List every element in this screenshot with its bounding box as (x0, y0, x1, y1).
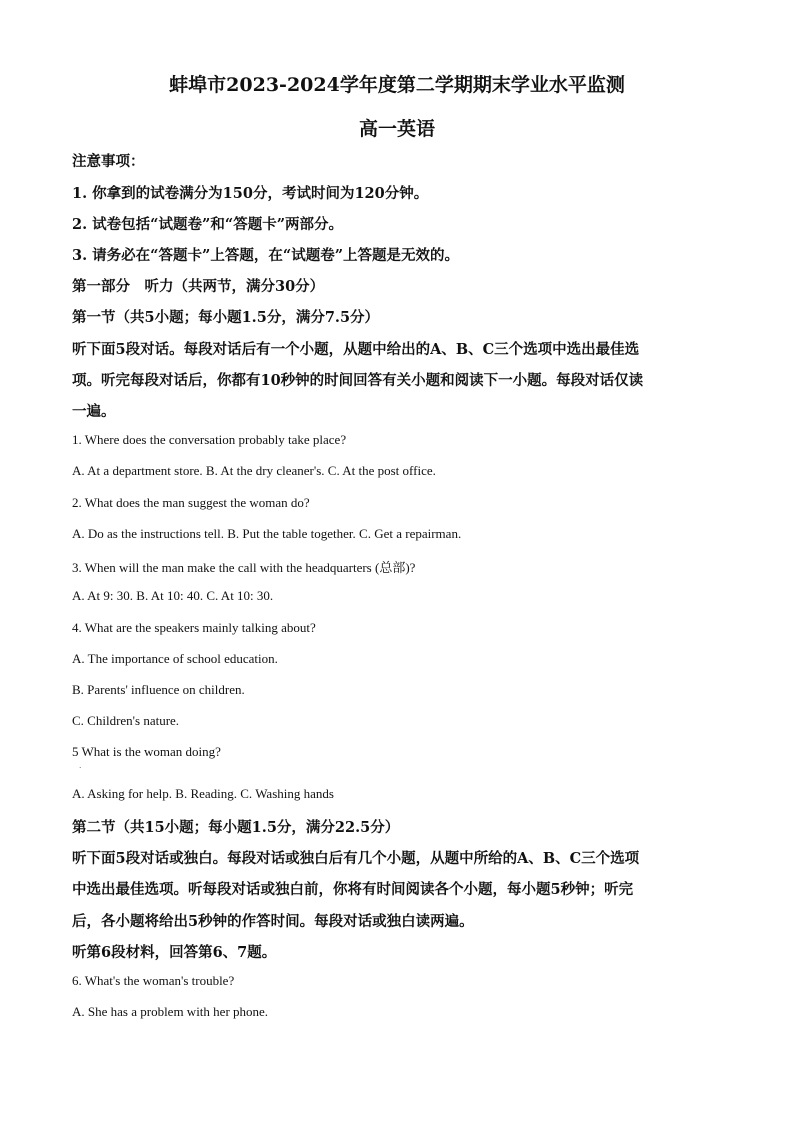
question-3-options: A. At 9: 30. B. At 10: 40. C. At 10: 30. (72, 588, 274, 603)
notes-item: 1. 你拿到的试卷满分为150分，考试时间为120分钟。 (72, 185, 429, 202)
section2-heading: 第二节（共15小题；每小题1.5分，满分22.5分） (72, 819, 400, 836)
section2-instruction: 听下面5段对话或独白。每段对话或独白后有几个小题，从题中所给的A、B、C三个选项 (72, 850, 640, 867)
section1-instruction: 听下面5段对话。每段对话后有一个小题，从题中给出的A、B、C三个选项中选出最佳选 (72, 341, 640, 358)
question-4-option-c: C. Children's nature. (72, 713, 180, 728)
section2-instruction: 中选出最佳选项。听每段对话或独白前，你将有时间阅读各个小题，每小题5秒钟；听完 (72, 881, 634, 898)
question-5-options: A. Asking for help. B. Reading. C. Washing hands (72, 786, 334, 801)
question-2: 2. What does the man suggest the woman do? (72, 495, 310, 510)
notes-item: 2. 试卷包括“试题卷”和“答题卡”两部分。 (72, 216, 344, 233)
question-6-option-a: A. She has a problem with her phone. (72, 1004, 269, 1019)
question-3: 3. When will the man make the call with the headquarters (总部)? (72, 560, 416, 575)
question-2-options: A. Do as the instructions tell. B. Put the table together. C. Get a repairman. (72, 526, 462, 541)
material-prompt: 听第6段材料，回答第6、7题。 (72, 944, 277, 961)
question-1-options: A. At a department store. B. At the dry cleaner's. C. At the post office. (72, 463, 436, 478)
notes-item: 3. 请务必在“答题卡”上答题，在“试题卷”上答题是无效的。 (72, 247, 460, 264)
section1-heading: 第一节（共5小题；每小题1.5分，满分7.5分） (72, 309, 380, 326)
stray-dot: · (79, 764, 82, 772)
notes-heading: 注意事项： (72, 153, 145, 170)
section1-instruction: 一遍。 (72, 403, 116, 420)
question-4-option-a: A. The importance of school education. (72, 651, 278, 666)
section1-instruction: 项。听完每段对话后，你都有10秒钟的时间回答有关小题和阅读下一小题。每段对话仅读 (72, 372, 644, 389)
part1-heading: 第一部分 听力（共两节，满分30分） (72, 278, 325, 295)
question-4: 4. What are the speakers mainly talking about? (72, 620, 316, 635)
question-6: 6. What's the woman's trouble? (72, 973, 235, 988)
exam-title: 蚌埠市2023-2024学年度第二学期期末学业水平监测 (169, 74, 625, 96)
section2-instruction: 后，各小题将给出5秒钟的作答时间。每段对话或独白读两遍。 (72, 913, 474, 930)
exam-subject: 高一英语 (358, 118, 435, 140)
question-5: 5 What is the woman doing? (72, 744, 221, 759)
question-4-option-b: B. Parents' influence on children. (72, 682, 245, 697)
question-1: 1. Where does the conversation probably take place? (72, 432, 347, 447)
